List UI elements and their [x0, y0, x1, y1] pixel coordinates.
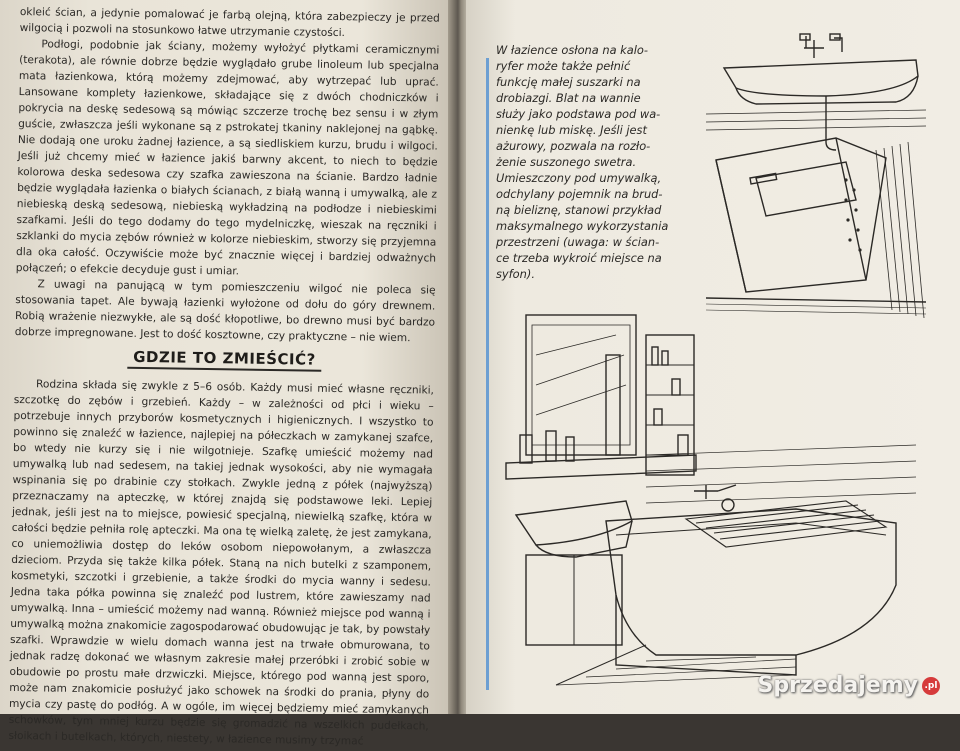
caption-line: żenie suszonego swetra.: [496, 155, 637, 169]
caption-line: ażurowy, pozwala na rozło-: [496, 139, 651, 153]
caption-line: ną bieliznę, stanowi przykład: [496, 203, 662, 217]
caption-line: nienkę lub miskę. Jeśli jest: [496, 123, 647, 137]
paragraph: Rodzina składa się zwykle z 5–6 osób. Każdy musi mieć własne ręczniki, szczotkę do zębów i grzebień. Każdy – w zależności od płci i wieku – potrzebuje innych przyborów kosmetycznych i higienicznych. I wszystko to powinno się znaleźć w łazience, najlepiej na półeczkach w zamykanej szafce, bo wtedy nie kurzy się i nie wilgotnieje. Szafkę umieścić możemy nad umywalką lub nad sedesem, na takiej jednak wysokości, aby nie wymagała wspinania się po drabinie czy stołkach. Zwykle jedną z półek (najwyższą) przeznaczamy na apteczkę, w której znajdą się podstawowe leki. Lepiej jednak, jeśli jest na to miejsce, powiesić specjalną, niewielką szafkę, która w całości będzie pełniła rolę apteczki. Ma ona tę wielką zaletę, że jest zamykana, co uniemożliwia dostęp do leków osobom niepowołanym, a zwłaszcza dzieciom. Przyda się także kilka półek. Staną na nich butelki z szamponem, kosmetyki, szczotki i grzebienie, a także środki do mycia wanny i sedesu. Jedna taka półka powinna się znaleźć pod lustrem, które zawieszamy nad umywalką. Inna – umieścić możemy nad wanną. Również miejsce pod wanną i umywalką można znakomicie zagospodarować obudowując je tak, by powstały szafki. Wprawdzie w wielu domach wanna jest na trwałe obmurowana, to jednak radzę dokonać we własnym zakresie małej przeróbki i zrobić sobie w obudowie po prostu małe drzwiczki. Miejsce, którego pod wanną jest sporo, może nam znakomicie posłużyć jako schowek na środki do prania, płyny do mycia czy pastę do podłóg. A w ogóle, im więcej będziemy mieć zamykanych schowków, tym mniej kurzu będzie się gromadzić na wszelkich pudełkach, słoikach i butelkach, których, niestety, w łazience musimy trzymać: [8, 378, 435, 748]
caption-line: przestrzeni (uwaga: w ścian-: [496, 235, 660, 249]
bin-edge: [836, 138, 866, 280]
basin-rim: [724, 60, 918, 96]
tap-handle: [830, 34, 840, 40]
tap-handle: [800, 34, 810, 40]
cup: [566, 437, 574, 461]
left-page: [0, 0, 452, 748]
watermark-text: Sprzedajemy: [757, 673, 918, 698]
right-page: [466, 0, 960, 714]
shelves: [646, 365, 694, 455]
caption-line: służy jako podstawa pod wa-: [496, 107, 661, 121]
caption-line: odchylany pojemnik na brud-: [496, 187, 663, 201]
section-heading: GDZIE TO ZMIEŚCIĆ?: [127, 349, 322, 372]
watermark: [758, 673, 941, 698]
floor-edge: [556, 645, 646, 685]
basin-bowl: [736, 76, 918, 104]
caption-rule: [486, 58, 489, 690]
caption-line: drobiazgi. Blat na wannie: [496, 91, 641, 105]
bath-faucet: [694, 485, 736, 499]
bin-edge: [716, 160, 746, 292]
side-hatching: [876, 142, 924, 318]
bin-front-panel: [756, 162, 856, 216]
left-text-column: [8, 4, 440, 751]
caption-line: W łazience osłona na kalo-: [496, 43, 648, 57]
section-heading-wrap: [14, 347, 434, 374]
washbasin-illustration: [696, 30, 936, 320]
tall-tube: [606, 355, 620, 455]
watermark-badge: .pl: [922, 677, 940, 695]
bath-panel: [616, 595, 796, 675]
caption-line: syfon).: [496, 267, 535, 281]
paragraph: Podłogi, podobnie jak ściany, możemy wyłożyć płytkami ceramicznymi (terakota), ale równie dobrze będzie wyglądało grube linoleum lub specjalna mata łazienkowa, którą możemy zdejmować, aby wytrzepać lub uprać. Lansowane komplety łazienkowe, składające się z dwóch chodniczków i pokrycia na deskę sedesową są mówiąc szczerze trochę bez sensu i w złym guście, zwłaszcza jeśli wykonane są z pstrokatej tkaniny naklejonej na gąbkę. Nie dodają one uroku żadnej łazience, a są siedliskiem kurzu, brudu i wilgoci. Jeśli już chcemy mieć w łazience jakiś barwny akcent, to niech to będzie kolorowa deska sedesowa czy szafka zawieszona na ścianie. Bardzo ładnie będzie wyglądała łazienka o białych ścianach, z białą wanną i umywalką, ale z niebieską deską sedesową, niebieską wykładziną na podłodze i niebieskimi szafkami. Jeśli do tego dodamy do tego mydelniczkę, wieszak na ręczniki i szklanki do mycia zębów również w kolorze niebieskim, stworzy się przyjemna dla oka całość. Oczywiście może być znacznie więcej i bardziej odważnych połączeń; o efekcie decyduje gust i umiar.: [15, 38, 440, 278]
caption-line: maksymalnego wykorzystania: [496, 219, 669, 233]
caption-line: ryfer może także pełnić: [496, 59, 631, 73]
cup: [546, 431, 556, 461]
caption-line: ce trzeba wykroić miejsce na: [496, 251, 662, 265]
caption-line: funkcję małej suszarki na: [496, 75, 641, 89]
tap-knob: [722, 499, 734, 511]
bathroom-illustration: [496, 295, 936, 695]
figure-caption: [496, 42, 696, 282]
wall-tiles: [646, 445, 916, 503]
wall-hatching: [706, 110, 926, 130]
mirror-frame: [532, 325, 630, 445]
bottles: [652, 347, 688, 455]
paragraph: Z uwagi na panującą w tym pomieszczeniu wilgoć nie poleca się stosowania tapet. Ale bywają łazienki wyłożone od dołu do góry drewnem. Robią wrażenie niezwykłe, ale są dość kłopotliwe, bo drewno musi być bardzo dobrze impregnowane. Jest to dość kosztowne, czy praktyczne – nie wiem.: [14, 278, 436, 345]
syphon-pipe: [826, 96, 836, 150]
mirror-reflection: [536, 335, 626, 415]
laundry-bin-outline: [716, 138, 886, 292]
washbasin: [516, 501, 632, 545]
caption-line: Umieszczony pod umywalką,: [496, 171, 662, 185]
paragraph: okleić ścian, a jedynie pomalować je farbą olejną, która zabezpieczy je przed wilgocią i pozwoli na stosunkowo łatwe utrzymanie czystości.: [19, 5, 440, 40]
